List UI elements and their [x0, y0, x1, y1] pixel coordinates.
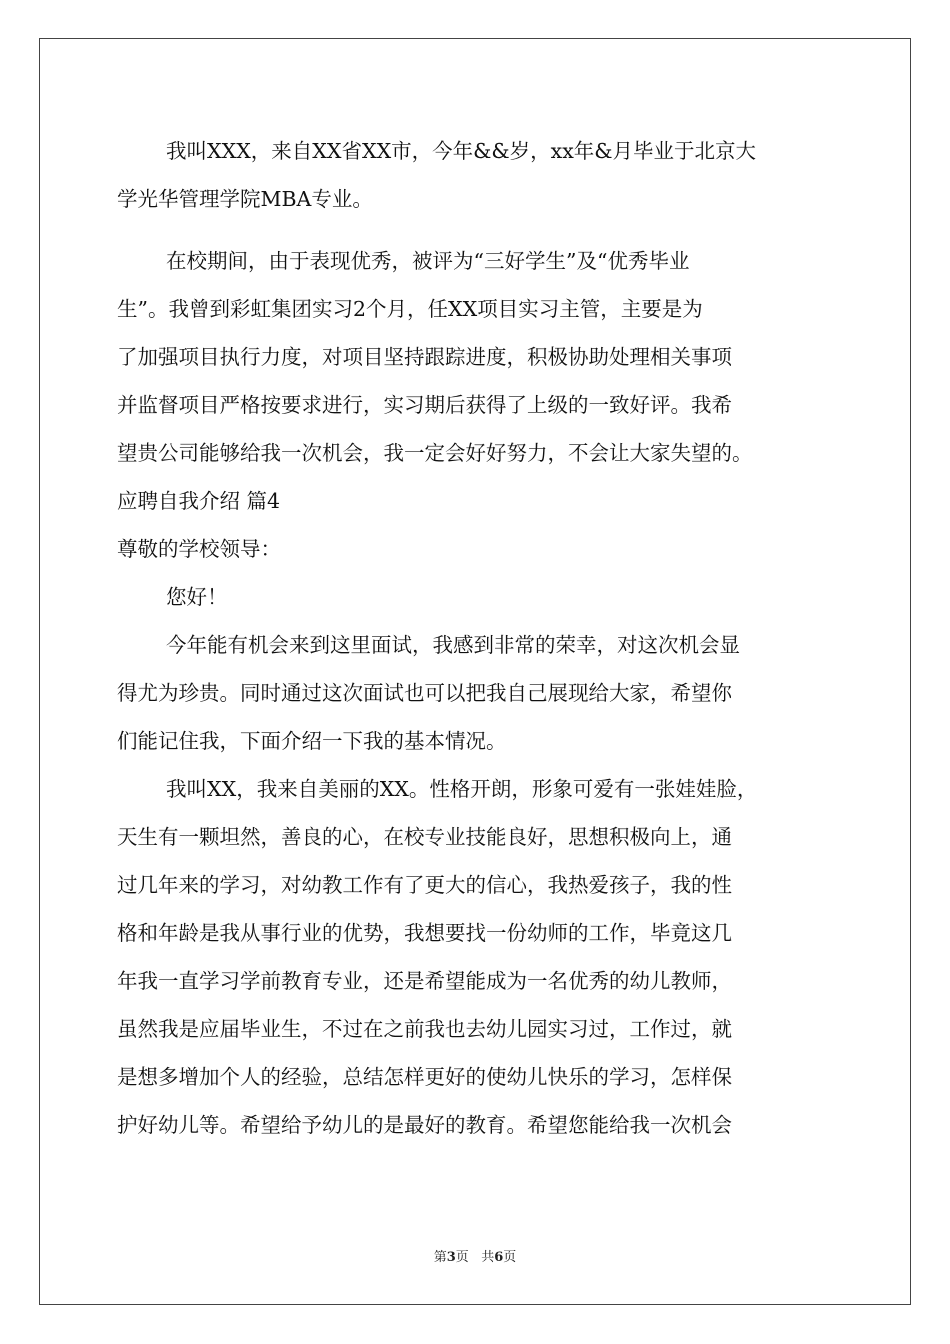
paragraph-line: 在校期间，由于表现优秀，被评为“三好学生”及“优秀毕业	[166, 249, 690, 273]
salutation: 尊敬的学校领导：	[117, 537, 281, 561]
paragraph-line: 我叫XXX，来自XX省XX市，今年&&岁，xx年&月毕业于北京大	[166, 139, 757, 163]
document-body	[117, 132, 837, 1137]
paragraph-line: 生”。我曾到彩虹集团实习2个月，任XX项目实习主管，主要是为	[117, 297, 703, 321]
greeting: 您好！	[166, 585, 228, 609]
paragraph-line: 今年能有机会来到这里面试，我感到非常的荣幸，对这次机会显	[166, 633, 740, 657]
paragraph-line: 我叫XX，我来自美丽的XX。性格开朗，形象可爱有一张娃娃脸，	[166, 777, 758, 801]
page-label-mid: 页 共	[455, 1250, 495, 1265]
paragraph-line: 得尤为珍贵。同时通过这次面试也可以把我自己展现给大家，希望你	[117, 681, 732, 705]
page-label-suffix: 页	[503, 1250, 517, 1265]
paragraph-line: 学光华管理学院MBA专业。	[117, 187, 373, 211]
paragraph-line: 过几年来的学习，对幼教工作有了更大的信心，我热爱孩子，我的性	[117, 873, 732, 897]
page-total: 6	[494, 1250, 504, 1265]
paragraph-line: 们能记住我，下面介绍一下我的基本情况。	[117, 729, 507, 753]
paragraph-line: 天生有一颗坦然，善良的心，在校专业技能良好，思想积极向上，通	[117, 825, 732, 849]
paragraph-line: 了加强项目执行力度，对项目坚持跟踪进度，积极协助处理相关事项	[117, 345, 732, 369]
page-label-prefix: 第	[433, 1250, 447, 1265]
paragraph-line: 格和年龄是我从事行业的优势，我想要找一份幼师的工作，毕竟这几	[117, 921, 732, 945]
paragraph-line: 护好幼儿等。希望给予幼儿的是最好的教育。希望您能给我一次机会	[117, 1113, 732, 1137]
page-current: 3	[446, 1250, 456, 1265]
paragraph-line: 年我一直学习学前教育专业，还是希望能成为一名优秀的幼儿教师，	[117, 969, 732, 993]
page-footer	[0, 1246, 950, 1265]
paragraph-line: 虽然我是应届毕业生，不过在之前我也去幼儿园实习过，工作过，就	[117, 1017, 732, 1041]
paragraph-line: 是想多增加个人的经验，总结怎样更好的使幼儿快乐的学习，怎样保	[117, 1065, 732, 1089]
paragraph-line: 并监督项目严格按要求进行，实习期后获得了上级的一致好评。我希	[117, 393, 732, 417]
section-heading: 应聘自我介绍 篇4	[117, 489, 281, 513]
paragraph-line: 望贵公司能够给我一次机会，我一定会好好努力，不会让大家失望的。	[117, 441, 753, 465]
